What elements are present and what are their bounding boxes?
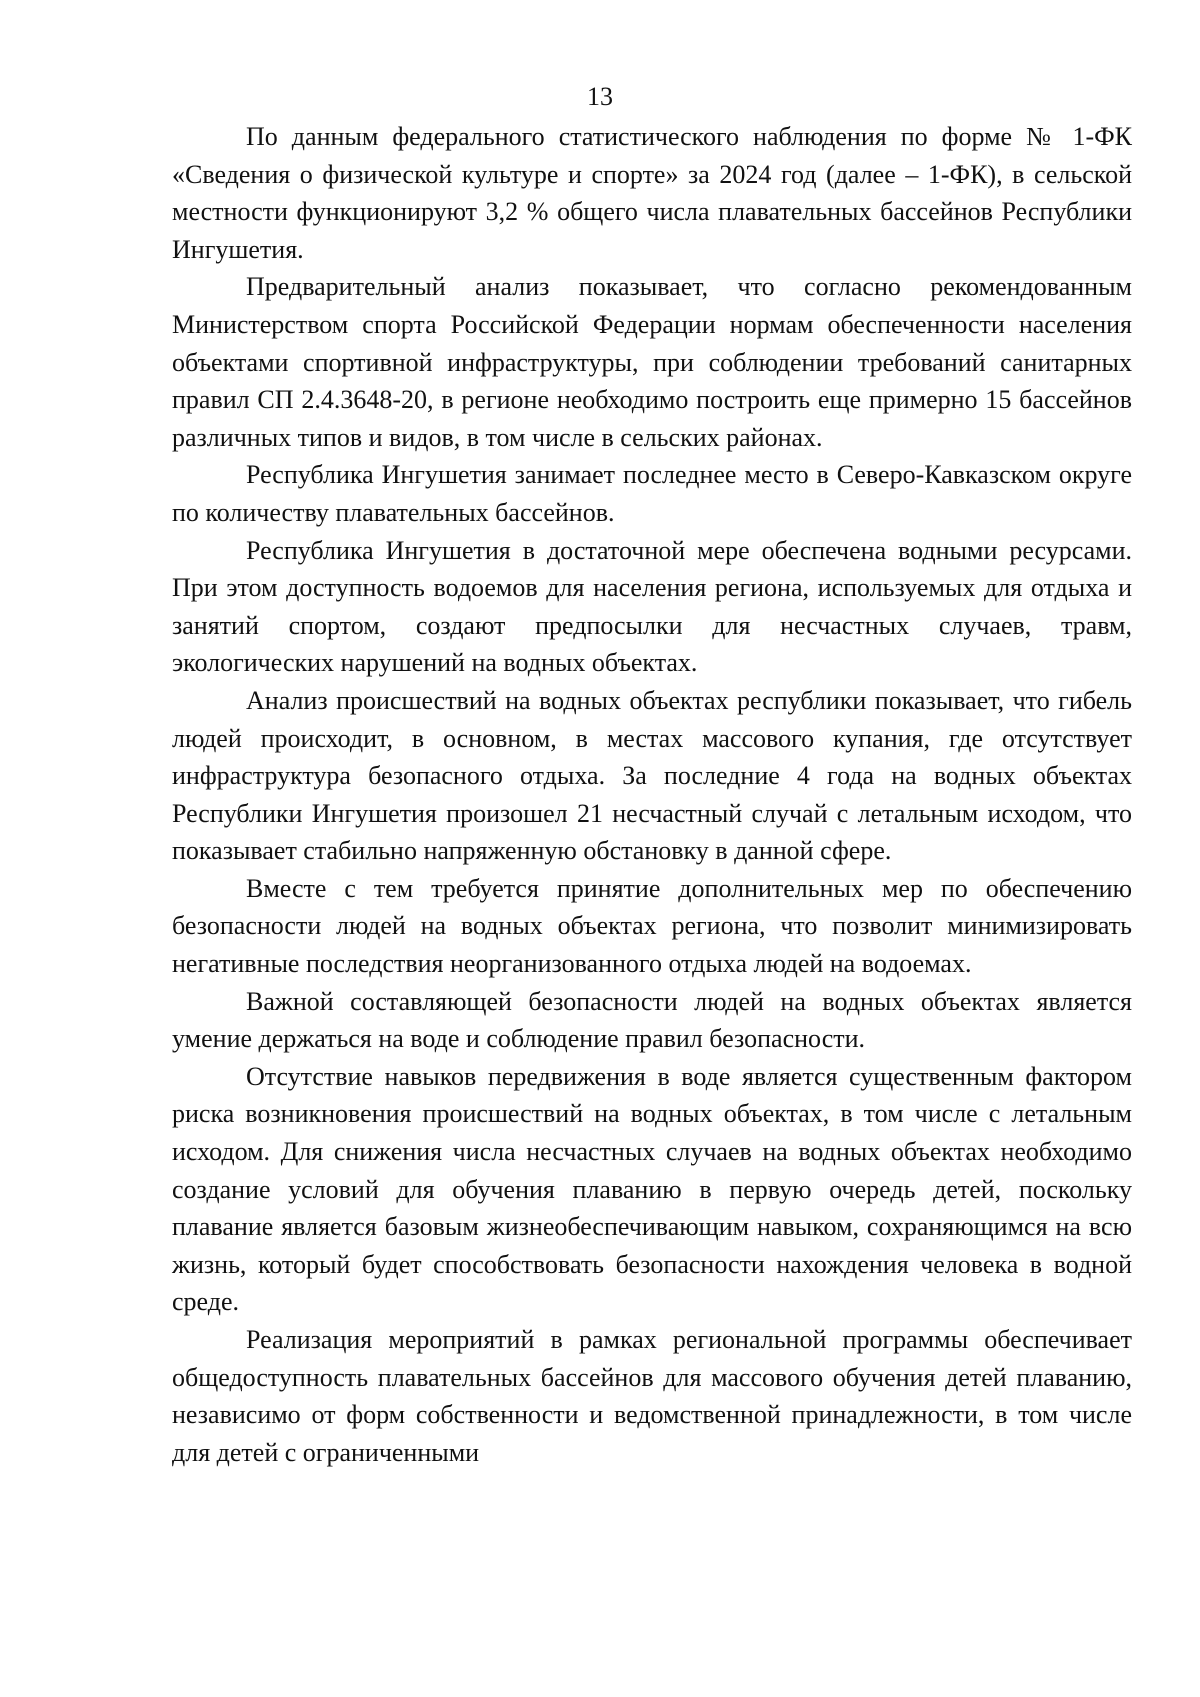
- paragraph-preliminary-analysis: Предварительный анализ показывает, что согласно рекомендованным Министерством спорта Российской Федерации нормам обеспеченности населения объектами спортивной инфраструктуры, при соблюдении требований санитарных правил СП 2.4.3648-20, в регионе необходимо построить еще примерно 15 бассейнов различных типов и видов, в том числе в сельских районах.: [172, 272, 1132, 452]
- paragraph-program-implementation: Реализация мероприятий в рамках региональной программы обеспечивает общедоступность плавательных бассейнов для массового обучения детей плаванию, независимо от форм собственности и ведомственной принадлежности, в том числе для детей с ограниченными: [172, 1325, 1132, 1467]
- paragraph-statistics: По данным федерального статистического наблюдения по форме № 1-ФК «Сведения о физической культуре и спорте» за 2024 год (далее – 1-ФК), в сельской местности функционируют 3,2 % общего числа плавательных бассейнов Республики Ингушетия.: [172, 122, 1132, 264]
- paragraph-additional-measures: Вместе с тем требуется принятие дополнительных мер по обеспечению безопасности людей на водных объектах региона, что позволит минимизировать негативные последствия неорганизованного отдыха людей на водоемах.: [172, 873, 1132, 979]
- document-body: [172, 118, 1132, 1471]
- page-number: 13: [587, 82, 613, 111]
- paragraph-safety-component: Важной составляющей безопасности людей на водных объектах является умение держаться на воде и соблюдение правил безопасности.: [172, 986, 1132, 1054]
- paragraph-swimming-skills: Отсутствие навыков передвижения в воде является существенным фактором риска возникновения происшествий на водных объектах, в том числе с летальным исходом. Для снижения числа несчастных случаев на водных объектах необходимо создание условий для обучения плаванию в первую очередь детей, поскольку плавание является базовым жизнеобеспечивающим навыком, сохраняющимся на всю жизнь, который будет способствовать безопасности нахождения человека в водной среде.: [172, 1061, 1132, 1317]
- paragraph-region-ranking: Республика Ингушетия занимает последнее место в Северо-Кавказском округе по количеству плавательных бассейнов.: [172, 460, 1132, 527]
- paragraph-incident-analysis: Анализ происшествий на водных объектах республики показывает, что гибель людей происходит, в основном, в местах массового купания, где отсутствует инфраструктура безопасного отдыха. За последние 4 года на водных объектах Республики Ингушетия произошел 21 несчастный случай с летальным исходом, что показывает стабильно напряженную обстановку в данной сфере.: [172, 685, 1132, 866]
- paragraph-water-resources: Республика Ингушетия в достаточной мере обеспечена водными ресурсами. При этом доступность водоемов для населения региона, используемых для отдыха и занятий спортом, создают предпосылки для несчастных случаев, травм, экологических нарушений на водных объектах.: [172, 535, 1132, 678]
